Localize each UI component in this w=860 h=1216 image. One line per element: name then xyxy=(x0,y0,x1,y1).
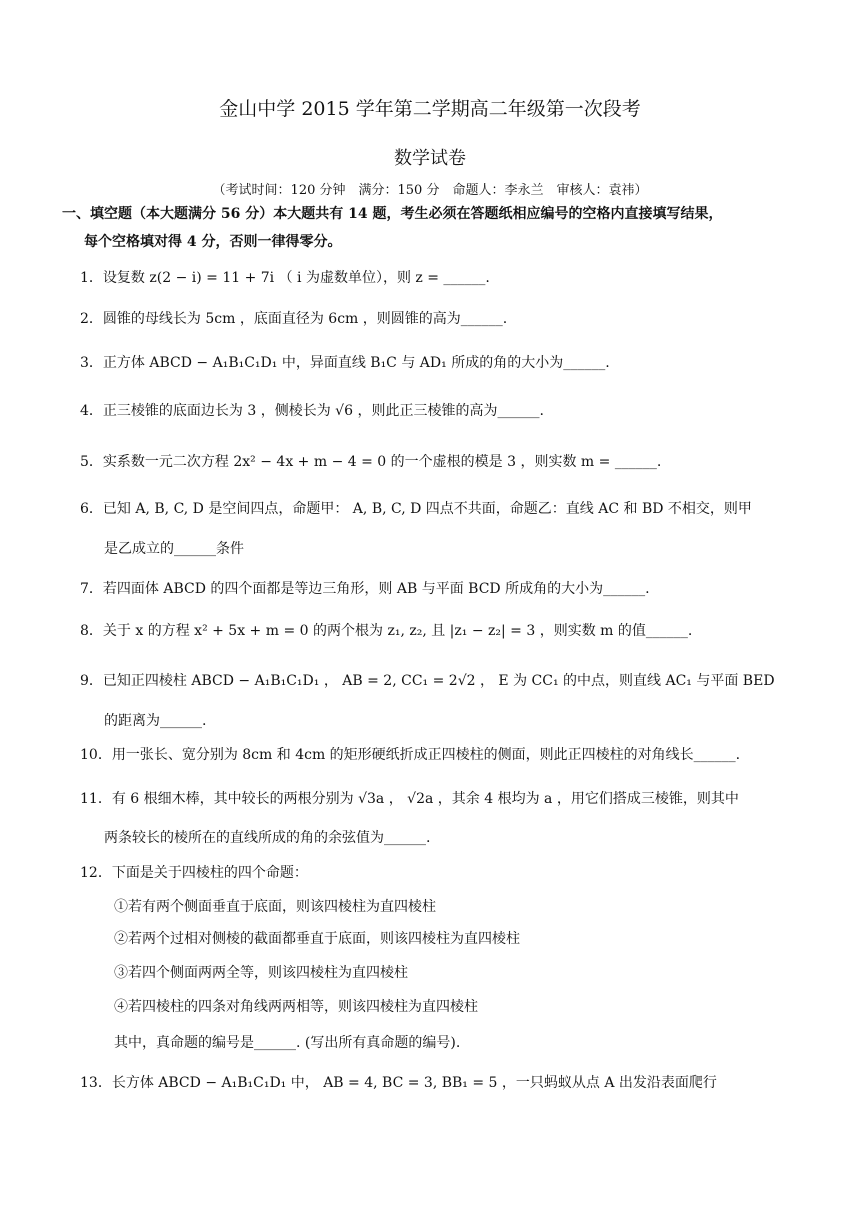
question-12 xyxy=(80,862,800,884)
question-number: 5． xyxy=(80,454,103,470)
question-number: 13． xyxy=(80,1075,112,1091)
question-text: 关于 x 的方程 x² + 5x + m = 0 的两个根为 z₁, z₂, 且 |z₁ − z₂| = 3 ，则实数 m 的值______. xyxy=(102,623,693,639)
question-10 xyxy=(80,744,800,766)
question-1 xyxy=(80,267,800,289)
question-text: 正方体 ABCD − A₁B₁C₁D₁ 中，异面直线 B₁C 与 AD₁ 所成的角的大小为______. xyxy=(102,355,610,371)
question-number: 11． xyxy=(80,791,112,807)
question-2 xyxy=(80,308,800,330)
question-4 xyxy=(80,400,800,422)
question-number: 3． xyxy=(80,355,103,371)
question-13 xyxy=(80,1072,800,1094)
question-number: 8． xyxy=(80,623,103,639)
question-text: 正三棱锥的底面边长为 3 ，侧棱长为 √6 ，则此正三棱锥的高为______. xyxy=(102,403,544,419)
section-heading-cont: 每个空格填对得 4 分，否则一律得零分。 xyxy=(84,234,342,250)
question-text: 下面是关于四棱柱的四个命题： xyxy=(111,865,308,881)
question-number: 4． xyxy=(80,403,103,419)
question-number: 9． xyxy=(80,673,103,689)
question-8 xyxy=(80,620,800,642)
question-text: 若四面体 ABCD 的四个面都是等边三角形，则 AB 与平面 BCD 所成角的大小为______. xyxy=(102,581,650,597)
question-text: 已知 A, B, C, D 是空间四点，命题甲： A, B, C, D 四点不共面，命题乙：直线 AC 和 BD 不相交，则甲 xyxy=(102,501,752,517)
question-6 xyxy=(80,498,800,520)
q12-item-2: ②若两个过相对侧棱的截面都垂直于底面，则该四棱柱为直四棱柱 xyxy=(114,931,520,947)
question-text: 长方体 ABCD − A₁B₁C₁D₁ 中， AB = 4, BC = 3, BB₁ = 5 ，一只蚂蚁从点 A 出发沿表面爬行 xyxy=(111,1075,717,1091)
question-text: 已知正四棱柱 ABCD − A₁B₁C₁D₁ ， AB = 2, CC₁ = 2√2 ， E 为 CC₁ 的中点，则直线 AC₁ 与平面 BED xyxy=(102,673,775,689)
question-11-cont: 两条较长的棱所在的直线所成的角的余弦值为______. xyxy=(104,830,431,846)
exam-title: 金山中学 2015 学年第二学期高二年级第一次段考 xyxy=(219,98,641,120)
question-number: 1． xyxy=(80,270,103,286)
exam-info: （考试时间：120 分钟 满分：150 分 命题人：李永兰 审核人：袁祎） xyxy=(212,183,648,198)
exam-subject: 数学试卷 xyxy=(394,148,466,169)
question-3 xyxy=(80,352,800,374)
question-text: 实系数一元二次方程 2x² − 4x + m − 4 = 0 的一个虚根的模是 3 ，则实数 m = ______. xyxy=(102,454,662,470)
question-text: 用一张长、宽分别为 8cm 和 4cm 的矩形硬纸折成正四棱柱的侧面，则此正四棱柱的对角线长______. xyxy=(111,747,741,763)
q12-item-1: ①若有两个侧面垂直于底面，则该四棱柱为直四棱柱 xyxy=(114,899,436,915)
question-7 xyxy=(80,578,800,600)
question-number: 10． xyxy=(80,747,112,763)
question-9-cont: 的距离为______. xyxy=(104,713,207,729)
section-heading: 一、填空题（本大题满分 56 分）本大题共有 14 题，考生必须在答题纸相应编号的空格内直接填写结果， xyxy=(62,206,723,222)
question-number: 12． xyxy=(80,865,112,881)
question-text: 设复数 z(2 − i) = 11 + 7i （ i 为虚数单位），则 z = ______. xyxy=(102,270,490,286)
q12-item-4: ④若四棱柱的四条对角线两两相等，则该四棱柱为直四棱柱 xyxy=(114,999,478,1015)
q12-conclusion: 其中，真命题的编号是______. (写出所有真命题的编号). xyxy=(114,1035,461,1051)
question-number: 6． xyxy=(80,501,103,517)
question-6-cont: 是乙成立的______条件 xyxy=(104,541,244,557)
question-text: 圆锥的母线长为 5cm ，底面直径为 6cm ，则圆锥的高为______. xyxy=(102,311,508,327)
question-number: 7． xyxy=(80,581,103,597)
question-5 xyxy=(80,451,800,473)
q12-item-3: ③若四个侧面两两全等，则该四棱柱为直四棱柱 xyxy=(114,965,408,981)
question-11 xyxy=(80,788,800,810)
question-number: 2． xyxy=(80,311,103,327)
question-9 xyxy=(80,670,800,692)
question-text: 有 6 根细木棒，其中较长的两根分别为 √3a ， √2a ，其余 4 根均为 a ，用它们搭成三棱锥，则其中 xyxy=(111,791,739,807)
